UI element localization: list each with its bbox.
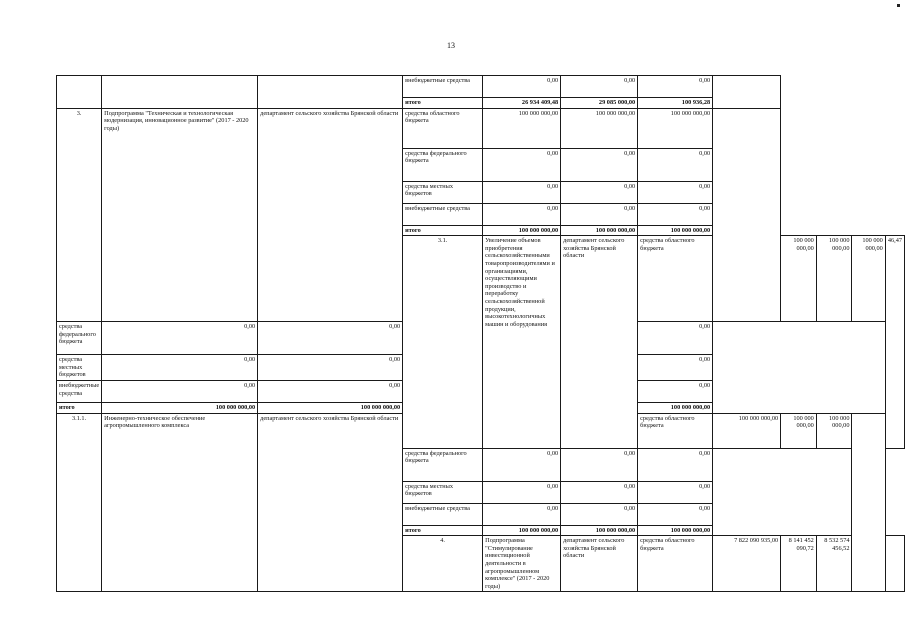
funding-source-cell: средства областного бюджета <box>403 108 483 148</box>
amount-cell-1: 0,00 <box>483 181 561 203</box>
funding-source-cell: средства федерального бюджета <box>403 448 483 481</box>
row-number-cell <box>57 76 102 109</box>
amount-cell-1: 0,00 <box>483 503 561 525</box>
amount-cell-3: 0,00 <box>638 380 713 402</box>
amount-cell-1: 0,00 <box>483 448 561 481</box>
amount-cell-2: 100 000 000,00 <box>781 413 817 448</box>
funding-source-cell: средства местных бюджетов <box>57 355 102 381</box>
amount-cell-2: 8 141 452 090,72 <box>781 536 817 592</box>
executor-cell: департамент сельского хозяйства Брянской области <box>258 413 403 592</box>
indicator-value-cell <box>885 536 904 592</box>
amount-cell-1: 100 000 000,00 <box>781 236 817 322</box>
amount-cell-1: 100 000 000,00 <box>483 225 561 236</box>
amount-cell-3: 0,00 <box>638 481 713 503</box>
amount-cell-3: 0,00 <box>638 148 713 181</box>
program-name-cell: Увеличение объемов приобретения сельскохозяйственными товаропроизводителями и организациями, осуществляющими производство и переработку сельскохозяйственной продукции, высокотехнологичных машин и оборудования <box>483 236 561 448</box>
amount-cell-2: 0,00 <box>561 203 638 225</box>
amount-cell-2: 0,00 <box>258 380 403 402</box>
budget-table <box>56 75 905 592</box>
funding-source-cell: внебюджетные средства <box>57 380 102 402</box>
amount-cell-2: 0,00 <box>561 481 638 503</box>
indicator-value-cell <box>713 76 781 109</box>
amount-cell-3: 0,00 <box>638 203 713 225</box>
amount-cell-3: 100 000 000,00 <box>638 402 713 413</box>
executor-cell <box>258 76 403 109</box>
amount-cell-1: 7 822 090 935,00 <box>713 536 781 592</box>
amount-cell-2: 100 000 000,00 <box>561 225 638 236</box>
amount-cell-2: 0,00 <box>561 448 638 481</box>
amount-cell-3: 100 000 000,00 <box>638 225 713 236</box>
amount-cell-3: 0,00 <box>638 355 713 381</box>
table-row <box>57 76 905 98</box>
amount-cell-3: 100 000 000,00 <box>638 525 713 536</box>
executor-cell: департамент сельского хозяйства Брянской области <box>561 536 638 592</box>
row-number-cell: 4. <box>403 536 483 592</box>
amount-cell-2: 29 085 000,00 <box>561 98 638 109</box>
amount-cell-1: 100 000 000,00 <box>713 413 781 448</box>
amount-cell-1: 100 000 000,00 <box>483 525 561 536</box>
page-number: 13 <box>447 41 455 50</box>
funding-source-cell: внебюджетные средства <box>403 76 483 98</box>
amount-cell-1: 0,00 <box>483 481 561 503</box>
program-name-cell: Инженерно-техническое обеспечение агропромышленного комплекса <box>102 413 258 592</box>
program-name-cell <box>102 76 258 109</box>
funding-source-cell: итого <box>57 402 102 413</box>
indicator-value-cell: 46,47 <box>885 236 904 448</box>
amount-cell-1: 0,00 <box>102 355 258 381</box>
amount-cell-2: 0,00 <box>258 322 403 355</box>
funding-source-cell: средства федерального бюджета <box>57 322 102 355</box>
amount-cell-1: 26 934 409,48 <box>483 98 561 109</box>
amount-cell-3: 0,00 <box>638 448 713 481</box>
amount-cell-2: 100 000 000,00 <box>258 402 403 413</box>
funding-source-cell: средства областного бюджета <box>638 536 713 592</box>
funding-source-cell: итого <box>403 525 483 536</box>
amount-cell-3: 0,00 <box>638 503 713 525</box>
amount-cell-2: 0,00 <box>561 181 638 203</box>
funding-source-cell: средства областного бюджета <box>638 236 713 322</box>
amount-cell-1: 0,00 <box>483 203 561 225</box>
amount-cell-3: 100 000 000,00 <box>852 236 885 322</box>
funding-source-cell: внебюджетные средства <box>403 503 483 525</box>
amount-cell-3: 100 000 000,00 <box>816 413 852 448</box>
executor-cell: департамент сельского хозяйства Брянской области <box>258 108 403 322</box>
indicator-value-cell <box>852 413 885 592</box>
amount-cell-1: 0,00 <box>102 322 258 355</box>
executor-cell: департамент сельского хозяйства Брянской области <box>561 236 638 448</box>
amount-cell-1: 0,00 <box>102 380 258 402</box>
indicator-value-cell <box>713 108 781 322</box>
amount-cell-3: 100 000 000,00 <box>638 108 713 148</box>
row-number-cell: 3.1.1. <box>57 413 102 592</box>
amount-cell-2: 0,00 <box>258 355 403 381</box>
program-name-cell: Подпрограмма "Техническая и технологическая модернизация, инновационное развитие" (2017 - 2020 годы) <box>102 108 258 322</box>
funding-source-cell: средства федерального бюджета <box>403 148 483 181</box>
amount-cell-2: 0,00 <box>561 148 638 181</box>
program-name-cell: Подпрограмма "Стимулирование инвестиционной деятельности в агропромышленном комплексе" (2017 - 2020 годы) <box>483 536 561 592</box>
amount-cell-3: 100 936,28 <box>638 98 713 109</box>
amount-cell-2: 100 000 000,00 <box>561 525 638 536</box>
row-number-cell: 3.1. <box>403 236 483 448</box>
amount-cell-3: 0,00 <box>638 181 713 203</box>
amount-cell-3: 0,00 <box>638 322 713 355</box>
amount-cell-1: 0,00 <box>483 148 561 181</box>
amount-cell-2: 100 000 000,00 <box>816 236 852 322</box>
funding-source-cell: итого <box>403 98 483 109</box>
table-row <box>57 108 905 148</box>
funding-source-cell: средства местных бюджетов <box>403 481 483 503</box>
amount-cell-2: 0,00 <box>561 503 638 525</box>
funding-source-cell: средства областного бюджета <box>638 413 713 448</box>
scan-corner-mark <box>897 4 900 7</box>
amount-cell-1: 100 000 000,00 <box>483 108 561 148</box>
amount-cell-2: 0,00 <box>561 76 638 98</box>
funding-source-cell: итого <box>403 225 483 236</box>
funding-source-cell: средства местных бюджетов <box>403 181 483 203</box>
amount-cell-1: 0,00 <box>483 76 561 98</box>
amount-cell-1: 100 000 000,00 <box>102 402 258 413</box>
row-number-cell: 3. <box>57 108 102 322</box>
funding-source-cell: внебюджетные средства <box>403 203 483 225</box>
amount-cell-3: 8 532 574 456,52 <box>816 536 852 592</box>
amount-cell-2: 100 000 000,00 <box>561 108 638 148</box>
amount-cell-3: 0,00 <box>638 76 713 98</box>
